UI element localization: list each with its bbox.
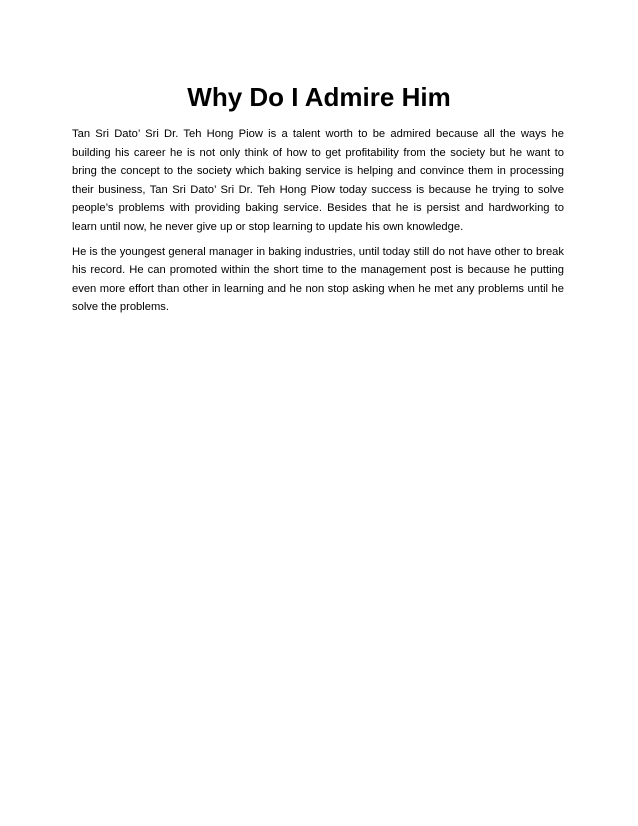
paragraph-2: He is the youngest general manager in baking industries, until today still do not have other to break his record. He can promoted within the short time to the management post is because he putting even more effort than other in learning and he non stop asking when he met any problems until he solve the problems. bbox=[72, 245, 564, 314]
page-title: Why Do I Admire Him bbox=[187, 82, 451, 112]
document-body bbox=[72, 125, 564, 323]
paragraph-1: Tan Sri Dato’ Sri Dr. Teh Hong Piow is a talent worth to be admired because all the ways he building his career he is not only think of how to get profitability from the society but he want to bring the concept to the society which baking service is helping and convince them in processing their business, Tan Sri Dato’ Sri Dr. Teh Hong Piow today success is because he trying to solve people’s problems with providing baking service. Besides that he is persist and hardworking to learn until now, he never give up or stop learning to update his own knowledge. bbox=[72, 128, 564, 233]
